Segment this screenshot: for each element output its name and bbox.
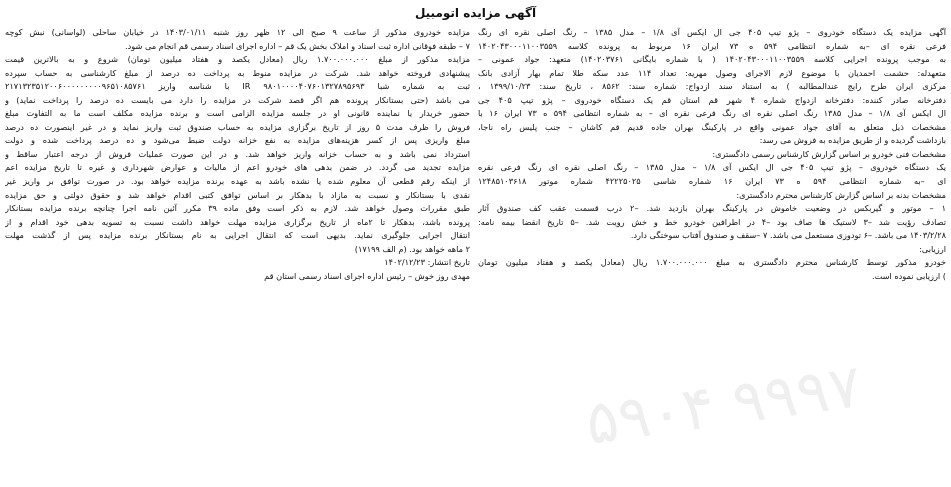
left-line-1: ۷ – طبقه فوقانی اداره ثبت اسناد و املاک بخش یک قم – اداره اجرای اسناد رسمی قم انجام می شود. xyxy=(125,40,470,51)
left-line-7: فروش را ظرف مدت ۵ روز از تاریخ برگزاری مزایده به حساب صندوق ثبت واریز نماید و در غیر اینصورت ده درصد xyxy=(5,121,470,132)
left-line-17: تاریخ انتشار: ۱۴۰۲/۱۲/۲۳ xyxy=(384,257,470,268)
right-line-11: ای –به شماره انتظامی ۵۹۴ ه ۷۳ ایران ۱۶ شماره شاسی ۴۲۲۲۵۰۲۵ شماره موتور ۱۲۴۸۵۱۰۳۶۱۸ xyxy=(478,176,946,187)
left-line-0: مزایده خودروی مذکور از ساعت ۹ صبح الی ۱۲ ظهر روز شنبه ۱۴۰۳/۰۱/۱۱ در خیابان ساحلی (لواسانی) نبش کوچه xyxy=(5,27,470,37)
right-line-2: به موجب پرونده اجرایی کلاسه ۱۴۰۲۰۴۳۰۰۰۱۱۰۰۳۵۵۹ ( با شماره بایگانی ۱۴۰۲۰۳۷۶۱) متعهد: جواد عمونی – xyxy=(478,54,946,65)
right-line-14: تصادف رؤیت شد –۳ لاستیک ها صاف بود –۴ در اطرافین خودرو خط و خش رویت شد. –۵ تاریخ انقضا بیمه نامه: xyxy=(478,216,946,227)
left-line-2: مزایده مذکور از مبلغ ۱.۷۰۰.۰۰۰.۰۰۰ ریال (معادل یکصد و هفتاد میلیون تومان) شروع و به بالاترین قیمت xyxy=(5,54,470,65)
left-line-8: مبلغ واریزی پس از کسر هزینه‌های مزایده به نفع خزانه دولت ضبط می‌شود و ده درصد پرداخت شده و دولت xyxy=(5,135,470,146)
right-line-9: مشخصات فنی خودرو بر اساس گزارش کارشناس رسمی دادگستری: xyxy=(712,148,946,159)
left-line-11: از اینکه رقم قطعی آن معلوم شده یا نشده باشد به عهده برنده مزایده خواهد بود. در صورت توافق بر واریز غیر xyxy=(5,176,470,187)
right-line-13: ۱ – موتور و گیربکس در وضعیت خاموش در پارکینگ بهران بازدید شد. –۲ درب قسمت عقب کف صندوق آثار xyxy=(478,203,946,214)
left-line-13: طبق مقررات وصول خواهد شد. لازم به ذکر است وفق ماده ۳۹ مکرر آئین نامه اجرا چنانچه برنده مزایده بستانکار xyxy=(5,203,470,214)
page-title: آگهی مزایده اتومبیل xyxy=(414,6,537,20)
right-line-16: ارزیابی: xyxy=(919,243,946,254)
right-line-1: فرعی نقره ای –به شماره انتظامی ۵۹۴ ه ۷۳ ایران ۱۶ مربوط به پرونده کلاسه ۱۴۰۲۰۴۳۰۰۰۱۱۰۰۳۵۵۹ xyxy=(478,40,946,51)
right-line-7: مشخصات ذیل متعلق به آقای جواد عمونی واقع در پارکینگ بهران جاده قدیم قم کاشان – جنب پلیس راه ناجا، xyxy=(478,121,946,132)
right-line-12: مشخصات بدنه بر اساس گزارش کارشناس محترم دادگستری: xyxy=(736,189,946,200)
left-line-15: انتقال اجرایی جلوگیری نماید. بدیهی است که انتقال اجرایی به نام بستانکار برنده مزایده پس از گذشت مهلت xyxy=(5,230,470,241)
right-line-3: متعهدله: حشمت احمدیان با موضوع لازم الاجرای وصول مهریه: تعداد ۱۱۴ عدد سکه طلا تمام بهار آزادی بانک xyxy=(478,67,946,78)
left-line-12: نقدی با بستانکار و نسبت به مازاد با بدهکار بر اساس توافق کتبی اقدام خواهد شد و حقوق دولتی و حق مزایده xyxy=(5,189,470,200)
right-line-4: مرکزی ایران طرح رایج عندالمطالبه ) به استناد سند ازدواج: شماره سند: ۸۵۶۲ ، تاریخ سند: ۱۳۹۹/۱۰/۲۳ ، xyxy=(478,81,946,92)
right-line-10: یک دستگاه خودروی – پژو تیپ ۴۰۵ جی ال ایکس آی ۱/۸ – مدل ۱۳۸۵ – رنگ اصلی نقره ای رنگ فرعی نقره xyxy=(478,162,946,173)
right-line-17: خودرو مذکور توسط کارشناس محترم دادگستری به مبلغ ۱.۷۰۰.۰۰۰.۰۰۰ ریال (معادل یکصد و هفتاد میلیون تومان xyxy=(478,257,946,268)
right-column xyxy=(478,26,946,484)
left-line-3: پیشنهادی فروخته خواهد شد. شرکت در مزایده منوط به پرداخت ده درصد از مبلغ کارشناسی به حساب سپرده xyxy=(5,67,470,78)
left-line-6: حضور خریدار یا نماینده قانونی او در جلسه مزایده الزامی است و برنده مزایده مکلف است ما به التفاوت مبلغ xyxy=(5,108,470,119)
left-line-14: پرونده باشد، بدهکار تا ۲ماه از تاریخ برگزاری مزایده مهلت خواهد داشت نسبت به تسویه بدهی خود اقدام و از xyxy=(5,216,470,227)
stamp-watermark: ۹۹۹۷ ۵۹۰۴ xyxy=(581,351,866,460)
right-line-6: ال ایکس آی ۱/۸ – مدل ۱۳۸۵ رنگ اصلی نقره ای رنگ فرعی نقره ای – به شماره انتظامی ۵۹۴ ه ۷۳ ایران ۱۶ با xyxy=(478,108,946,119)
left-line-4: ثبت به شماره شبا IR ۹۸۰۱۰۰۰۰۴۰۷۶۰۱۳۲۷۸۹۵۶۹۳ با شناسه واریز ۲۱۷۱۳۲۳۵۱۲۰۰۶۰۰۰۰۰۰۰۰۰۹۶۵۱۰۸۵۷۶۱ xyxy=(5,81,470,92)
right-line-18: ) ارزیابی نموده است. xyxy=(871,270,946,281)
right-line-5: دفترخانه صادر کننده: دفترخانه ازدواج شماره ۴ شهر قم استان قم یک دستگاه خودروی – پژو تیپ ۴۰۵ جی xyxy=(478,94,946,105)
left-column xyxy=(5,26,470,484)
left-line-9: استرداد نمی باشد و به حساب خزانه واریز خواهد شد. و در این صورت عملیات فروش از درجه اعتبار ساقط و xyxy=(5,148,470,159)
left-line-5: می باشد (حتی بستانکار پرونده هم اگر قصد شرکت در مزایده را دارد می بایست ده درصد را پرداخت نماید) و xyxy=(5,94,470,105)
left-line-10: مزایده تجدید می گردد. در ضمن بدهی های خودرو اعم از مالیات و عوارض شهرداری و غیره تا تاریخ مزایده اعم xyxy=(5,162,470,173)
right-line-15: ۱۴۰۳/۲/۲۸ می باشد. –۶ تودوزی مستعمل می باشد. ۷ –سقف و صندوق آفتاب سوختگی دارد. xyxy=(630,230,946,241)
right-line-8: بازداشت گردیده و از طریق مزایده به فروش می رسد: xyxy=(759,135,946,146)
left-line-18: مهدی روز خوش – رئیس اداره اجرای اسناد رسمی استان قم xyxy=(264,270,470,281)
left-line-16: ۲ ماهه خواهد بود. (م الف ۱۷۱۹۹) xyxy=(354,243,470,254)
right-line-0: آگهی مزایده یک دستگاه خودروی – پژو تیپ ۴۰۵ جی ال ایکس آی ۱/۸ – مدل ۱۳۸۵ – رنگ اصلی نقره ای رنگ xyxy=(478,27,946,37)
